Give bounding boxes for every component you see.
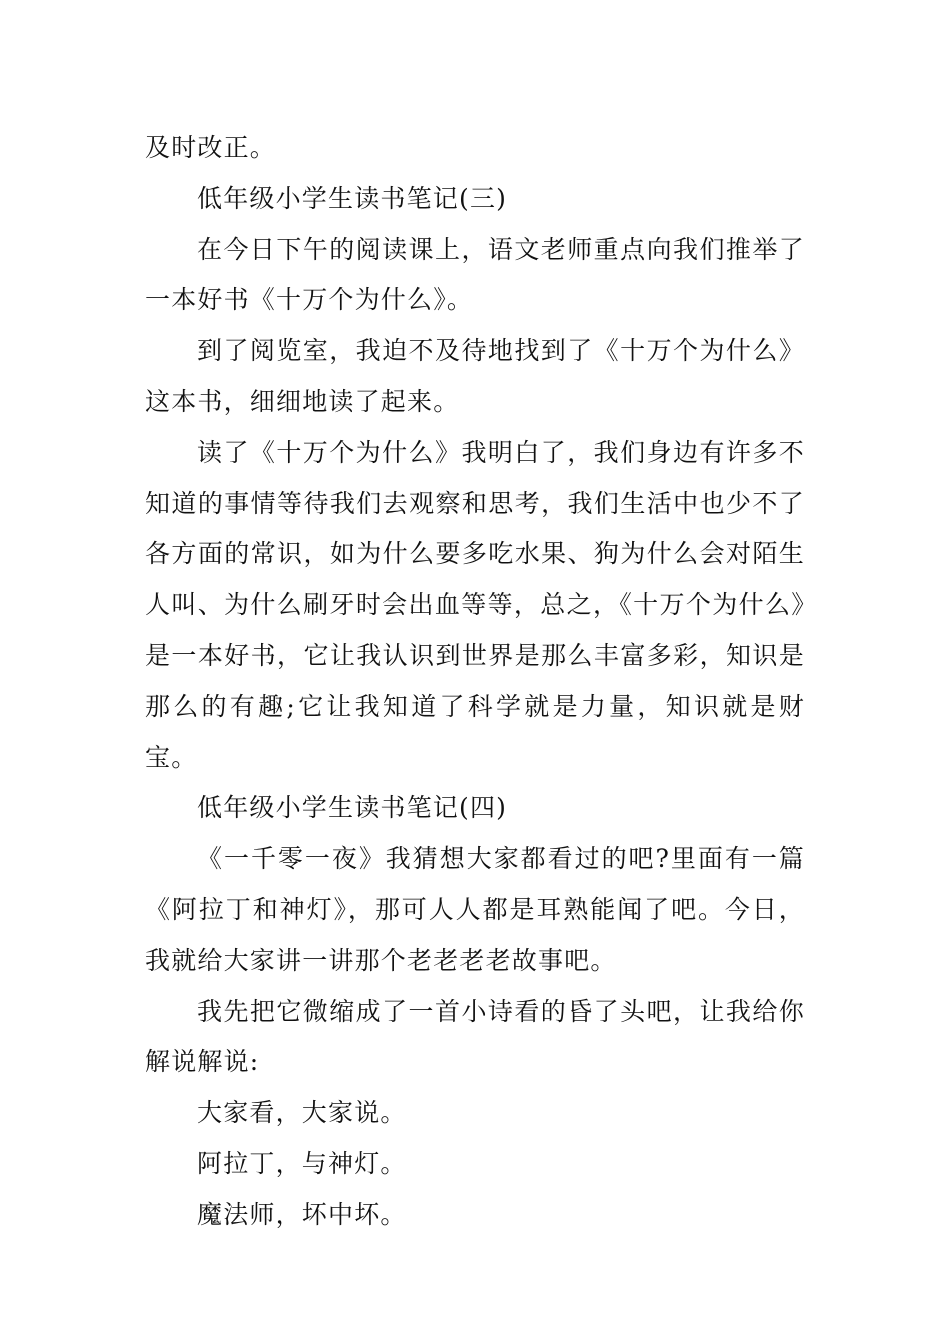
section-heading-4: 低年级小学生读书笔记(四): [197, 793, 508, 823]
poem-line: 阿拉丁，与神灯。: [197, 1148, 407, 1178]
paragraph: 我先把它微缩成了一首小诗看的昏了头吧，让我给你解说解说:: [145, 996, 805, 1077]
section-heading-3: 低年级小学生读书笔记(三): [197, 183, 508, 213]
document-body: [145, 123, 805, 1241]
paragraph: 到了阅览室，我迫不及待地找到了《十万个为什么》这本书，细细地读了起来。: [145, 336, 805, 416]
paragraph: 在今日下午的阅读课上，语文老师重点向我们推举了一本好书《十万个为什么》。: [145, 234, 805, 315]
poem-line: 魔法师，坏中坏。: [197, 1199, 407, 1229]
paragraph: 读了《十万个为什么》我明白了，我们身边有许多不知道的事情等待我们去观察和思考，我们生活中也少不了各方面的常识，如为什么要多吃水果、狗为什么会对陌生人叫、为什么刷牙时会出血等等，总之，《十万个为什么》是一本好书，它让我认识到世界是那么丰富多彩，知识是那么的有趣;它让我知道了科学就是力量，知识就是财宝。: [145, 437, 805, 772]
paragraph: 《一千零一夜》我猜想大家都看过的吧?里面有一篇《阿拉丁和神灯》，那可人人都是耳熟能闻了吧。今日，我就给大家讲一讲那个老老老老故事吧。: [145, 844, 805, 975]
poem-line: 大家看，大家说。: [197, 1098, 407, 1128]
paragraph-continued: 及时改正。: [145, 133, 277, 162]
